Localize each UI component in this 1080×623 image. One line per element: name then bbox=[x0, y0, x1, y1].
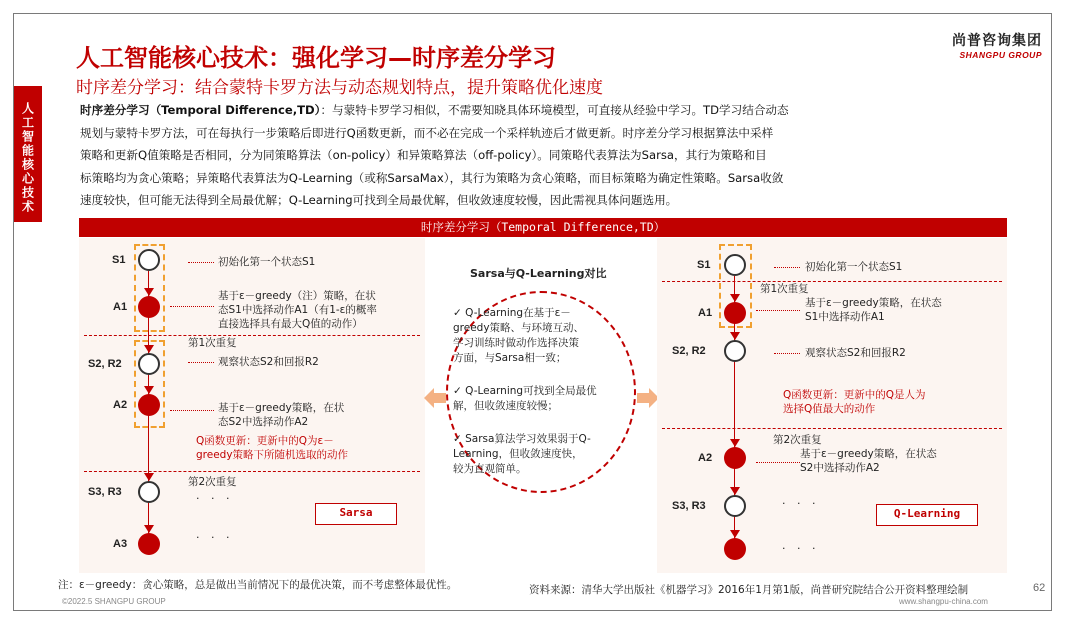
sarsa-note-a1 bbox=[218, 289, 377, 331]
sarsa-arrow-4 bbox=[144, 473, 154, 481]
sarsa-label-a2: A2 bbox=[113, 399, 128, 411]
qlearning-leader-s2 bbox=[774, 353, 800, 354]
sarsa-note-a2 bbox=[218, 401, 344, 429]
sarsa-state-s2-node bbox=[138, 353, 160, 375]
qlearning-label-a1: A1 bbox=[698, 307, 713, 319]
intro-term: 时序差分学习（Temporal Difference,TD） bbox=[80, 103, 321, 117]
sarsa-note-a1-line-3: 直接选择具有最大Q值的动作） bbox=[218, 318, 363, 330]
sarsa-action-a2-node bbox=[138, 394, 160, 416]
qlearning-action-a1-node bbox=[724, 302, 746, 324]
sarsa-dots-2: · · · bbox=[196, 531, 234, 544]
sarsa-label-a1: A1 bbox=[113, 301, 128, 313]
qlearning-arrow-4 bbox=[730, 487, 740, 495]
compare-point-1-line-4: 方面，与Sarsa相一致； bbox=[453, 352, 567, 364]
sarsa-q-update bbox=[196, 434, 348, 462]
footnote: 注：ε－greedy：贪心策略，总是做出当前情况下的最优决策，而不考虑整体最优性。 bbox=[58, 579, 458, 591]
sarsa-note-a1-line-2: 态S1中选择动作A1（有1-ε的概率 bbox=[218, 304, 377, 316]
sarsa-q-update-line-1: Q函数更新：更新中的Q为ε－ bbox=[196, 435, 334, 447]
qlearning-repeat-2-label: 第2次重复 bbox=[773, 434, 822, 446]
sarsa-arrow-3 bbox=[144, 386, 154, 394]
page-title: 人工智能核心技术：强化学习—时序差分学习 bbox=[76, 44, 556, 72]
sarsa-action-a1-node bbox=[138, 296, 160, 318]
qlearning-repeat-1-line bbox=[662, 281, 1002, 282]
qlearning-leader-a1 bbox=[756, 310, 800, 311]
company-logo bbox=[930, 30, 1042, 60]
sarsa-state-s1-node bbox=[138, 249, 160, 271]
copyright: ©2022.5 SHANGPU GROUP bbox=[62, 597, 166, 606]
qlearning-note-a1 bbox=[805, 296, 942, 324]
qlearning-action-a2-node bbox=[724, 447, 746, 469]
qlearning-repeat-1-label: 第1次重复 bbox=[760, 283, 809, 295]
qlearning-state-s1-node bbox=[724, 254, 746, 276]
sarsa-action-a3-node bbox=[138, 533, 160, 555]
qlearning-dots-2: · · · bbox=[782, 542, 820, 555]
qlearning-arrow-2 bbox=[730, 332, 740, 340]
sarsa-tag: Sarsa bbox=[315, 503, 397, 525]
compare-title: Sarsa与Q-Learning对比 bbox=[470, 267, 607, 280]
qlearning-tag: Q-Learning bbox=[876, 504, 978, 526]
section-sidebar bbox=[14, 86, 42, 222]
qlearning-note-a2-line-2: S2中选择动作A2 bbox=[800, 462, 880, 474]
sarsa-label-s1: S1 bbox=[112, 254, 126, 266]
sarsa-q-update-line-2: greedy策略下所随机选取的动作 bbox=[196, 449, 349, 461]
qlearning-leader-s1 bbox=[774, 267, 800, 268]
compare-point-2 bbox=[453, 384, 633, 414]
qlearning-label-s3: S3, R3 bbox=[672, 500, 706, 512]
arrow-right-icon bbox=[637, 388, 659, 408]
sarsa-note-a2-line-1: 基于ε－greedy策略，在状 bbox=[218, 402, 345, 414]
qlearning-arrow-1 bbox=[730, 294, 740, 302]
compare-point-2-line-1: ✓ Q-Learning可找到全局最优 bbox=[453, 385, 597, 397]
sarsa-leader-s2 bbox=[188, 362, 214, 363]
sarsa-leader-s1 bbox=[188, 262, 214, 263]
sarsa-repeat-1-line bbox=[84, 335, 420, 336]
sarsa-repeat-2-label: 第2次重复 bbox=[188, 476, 237, 488]
intro-line-2: 规划与蒙特卡罗方法，可在每执行一步策略后即进行Q函数更新，而不必在完成一个采样轨迹后才做更新。时序差分学习根据算法中采样 bbox=[80, 125, 774, 140]
intro-paragraph bbox=[80, 99, 1010, 212]
sarsa-label-s3: S3, R3 bbox=[88, 486, 122, 498]
sidebar-label: 人工智能核心技术 bbox=[20, 102, 35, 214]
qlearning-arrow-3 bbox=[730, 439, 740, 447]
sarsa-leader-a1 bbox=[170, 306, 214, 307]
sarsa-dots-1: · · · bbox=[196, 492, 234, 505]
qlearning-note-s2: 观察状态S2和回报R2 bbox=[805, 347, 906, 359]
qlearning-action-node bbox=[724, 538, 746, 560]
compare-point-1-line-1: ✓ Q-Learning在基于ε－ bbox=[453, 307, 571, 319]
qlearning-note-s1: 初始化第一个状态S1 bbox=[805, 261, 903, 273]
qlearning-repeat-2-line bbox=[662, 428, 1002, 429]
sarsa-state-s3-node bbox=[138, 481, 160, 503]
compare-point-2-line-2: 解，但收敛速度较慢； bbox=[453, 400, 558, 412]
sarsa-note-s2: 观察状态S2和回报R2 bbox=[218, 356, 319, 368]
intro-line-4: 标策略均为贪心策略；异策略代表算法为Q-Learning（或称SarsaMax），其行为策略为贪心策略，而目标策略为确定性策略。Sarsa收敛 bbox=[80, 170, 784, 185]
source-note: 资料来源：清华大学出版社《机器学习》2016年1月第1版，尚普研究院结合公开资料整理绘制 bbox=[529, 584, 969, 596]
sarsa-repeat-2-line bbox=[84, 471, 420, 472]
arrow-left-icon bbox=[424, 388, 446, 408]
section-banner: 时序差分学习（Temporal Difference,TD） bbox=[79, 218, 1007, 237]
compare-point-3 bbox=[453, 432, 633, 477]
compare-point-1-line-3: 学习训练时做动作选择决策 bbox=[453, 337, 579, 349]
sarsa-note-s1: 初始化第一个状态S1 bbox=[218, 256, 316, 268]
logo-en: SHANGPU GROUP bbox=[959, 50, 1042, 60]
page-subtitle: 时序差分学习：结合蒙特卡罗方法与动态规划特点，提升策略优化速度 bbox=[76, 78, 603, 98]
qlearning-note-a1-line-1: 基于ε－greedy策略，在状态 bbox=[805, 297, 942, 309]
sarsa-arrow-5 bbox=[144, 525, 154, 533]
logo-cn: 尚普咨询集团 bbox=[952, 33, 1042, 49]
website-url: www.shangpu-china.com bbox=[899, 597, 988, 606]
sarsa-label-s2: S2, R2 bbox=[88, 358, 122, 370]
qlearning-q-update bbox=[783, 388, 926, 416]
sarsa-note-a1-line-1: 基于ε－greedy（注）策略，在状 bbox=[218, 290, 376, 302]
compare-point-1 bbox=[453, 306, 633, 366]
compare-point-3-line-2: Learning，但收敛速度快， bbox=[453, 448, 583, 460]
qlearning-state-s2-node bbox=[724, 340, 746, 362]
qlearning-note-a2-line-1: 基于ε－greedy策略，在状态 bbox=[800, 448, 937, 460]
qlearning-note-a2 bbox=[800, 447, 937, 475]
qlearning-leader-a2 bbox=[756, 462, 800, 463]
compare-point-3-line-1: ✓ Sarsa算法学习效果弱于Q- bbox=[453, 433, 591, 445]
qlearning-label-s2: S2, R2 bbox=[672, 345, 706, 357]
sarsa-note-a2-line-2: 态S2中选择动作A2 bbox=[218, 416, 309, 428]
intro-line-1: ：与蒙特卡罗学习相似，不需要知晓具体环境模型，可直接从经验中学习。TD学习结合动态 bbox=[320, 103, 789, 117]
qlearning-arrow-5 bbox=[730, 530, 740, 538]
page-number: 62 bbox=[1033, 582, 1046, 594]
sarsa-arrow-1 bbox=[144, 288, 154, 296]
intro-line-3: 策略和更新Q值策略是否相同，分为同策略算法（on-policy）和异策略算法（off-policy）。同策略代表算法为Sarsa，其行为策略和目 bbox=[80, 148, 767, 163]
qlearning-label-s1: S1 bbox=[697, 259, 711, 271]
compare-point-3-line-3: 较为直观简单。 bbox=[453, 463, 527, 475]
compare-point-1-line-2: greedy策略、与环境互动、 bbox=[453, 322, 585, 334]
qlearning-dots-1: · · · bbox=[782, 497, 820, 510]
qlearning-q-update-line-1: Q函数更新：更新中的Q是人为 bbox=[783, 389, 926, 401]
qlearning-note-a1-line-2: S1中选择动作A1 bbox=[805, 311, 885, 323]
sarsa-repeat-1-label: 第1次重复 bbox=[188, 337, 237, 349]
qlearning-q-update-line-2: 选择Q值最大的动作 bbox=[783, 403, 876, 415]
sarsa-label-a3: A3 bbox=[113, 538, 128, 550]
qlearning-state-s3-node bbox=[724, 495, 746, 517]
qlearning-label-a2: A2 bbox=[698, 452, 713, 464]
sarsa-leader-a2 bbox=[170, 410, 214, 411]
sarsa-arrow-2 bbox=[144, 345, 154, 353]
intro-line-5: 速度较快，但可能无法得到全局最优解；Q-Learning可找到全局最优解，但收敛速度较慢，因此需视具体问题选用。 bbox=[80, 193, 678, 208]
